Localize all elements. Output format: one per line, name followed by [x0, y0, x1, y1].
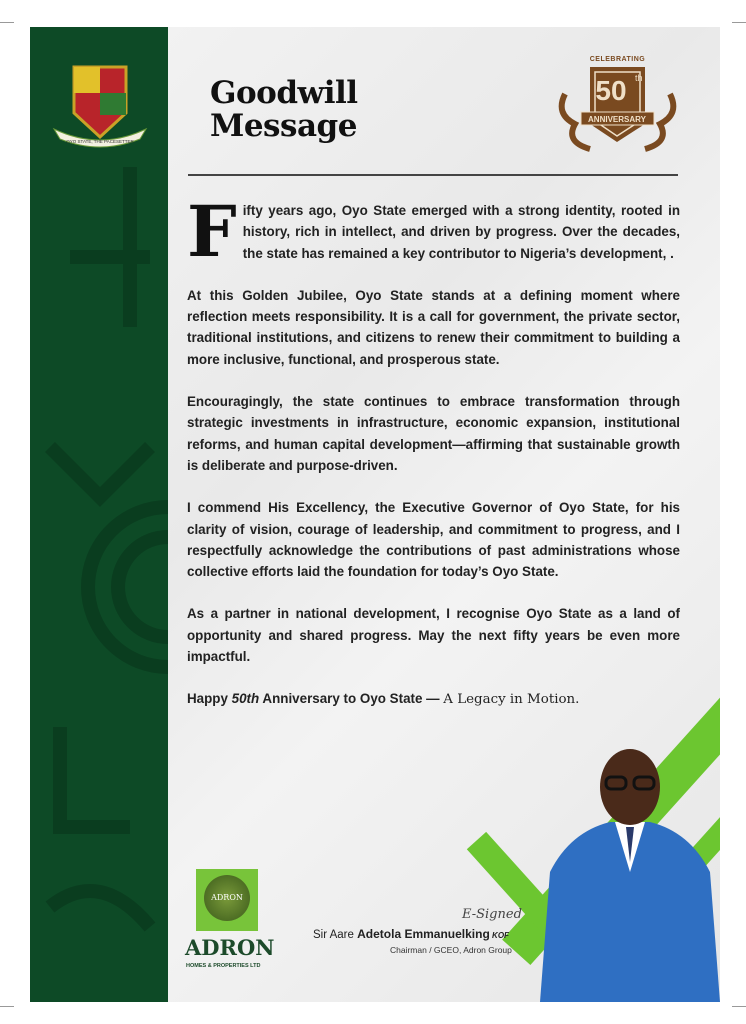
closing-50th: 50th	[231, 691, 260, 707]
crest-motto: OYO STATE, THE PACESETTER	[66, 139, 134, 144]
company-subtitle: HOMES & PROPERTIES LTD	[186, 963, 261, 969]
paragraph: At this Golden Jubilee, Oyo State stands at a defining moment where reflection meets responsibility. It is a call for government, the private sector, traditional institutions, and citizens to renew their commitment to building a more inclusive, functional, and prosperous state.	[187, 287, 680, 367]
closing-tagline: A Legacy in Motion.	[443, 692, 580, 708]
paragraph: Encouragingly, the state continues to embrace transformation through strategic investments in infrastructure, economic expansion, institutional reforms, and human capital development—affirming that sustainable growth is deliberate and purpose-driven.	[187, 394, 680, 473]
badge-number: 50	[595, 75, 627, 106]
signer-prefix: Sir Aare	[313, 929, 358, 941]
badge-emblem	[555, 64, 680, 162]
message-body	[187, 190, 680, 732]
title-line1: Goodwill	[210, 75, 358, 111]
closing-c: Anniversary to Oyo State —	[259, 691, 444, 707]
signer-suffix: KOF	[489, 931, 509, 940]
crop-mark	[0, 1006, 14, 1007]
paragraph: As a partner in national development, I recognise Oyo State as a land of opportunity and shared progress. May the next fifty years be even more impactful.	[187, 606, 680, 665]
crop-mark	[732, 22, 746, 23]
closing-a: Happy	[187, 691, 232, 707]
badge-label: ANNIVERSARY	[588, 115, 646, 124]
e-signature: E-Signed	[462, 907, 522, 922]
page-title	[210, 77, 358, 143]
signer-role: Chairman / GCEO, Adron Group	[390, 945, 512, 955]
paragraph-text: ifty years ago, Oyo State emerged with a strong identity, rooted in history, rich in intellect, and driven by progress. Over the decades, the state has remained a key contributor to Nigeria’s development, .	[242, 203, 680, 261]
anniversary-badge	[555, 55, 680, 165]
paragraph: I commend His Excellency, the Executive Governor of Oyo State, for his clarity of vision, courage of leadership, and commitment to progress, and I respectfully acknowledge the contributions of past administrations whose collective efforts laid the foundation for today’s Oyo State.	[187, 500, 680, 580]
oyo-state-crest	[52, 63, 148, 149]
pattern-icon	[30, 27, 168, 1002]
poster	[30, 27, 720, 1002]
logo-circle-text: ADRON	[204, 875, 250, 921]
adron-logo	[196, 869, 258, 931]
chairman-photo	[540, 722, 720, 1002]
title-line2: Message	[210, 108, 357, 144]
badge-suffix: th	[635, 73, 643, 83]
drop-cap: F	[187, 190, 237, 273]
green-side-strip	[30, 27, 168, 1002]
signer-main-name: Adetola Emmanuelking	[357, 927, 490, 941]
paragraph	[187, 190, 680, 273]
closing-line	[187, 688, 680, 710]
divider	[188, 174, 678, 176]
company-name: ADRON	[185, 935, 275, 960]
crop-mark	[732, 1006, 746, 1007]
crop-mark	[0, 22, 14, 23]
badge-top: CELEBRATING	[589, 56, 646, 63]
signer-name	[313, 927, 509, 943]
